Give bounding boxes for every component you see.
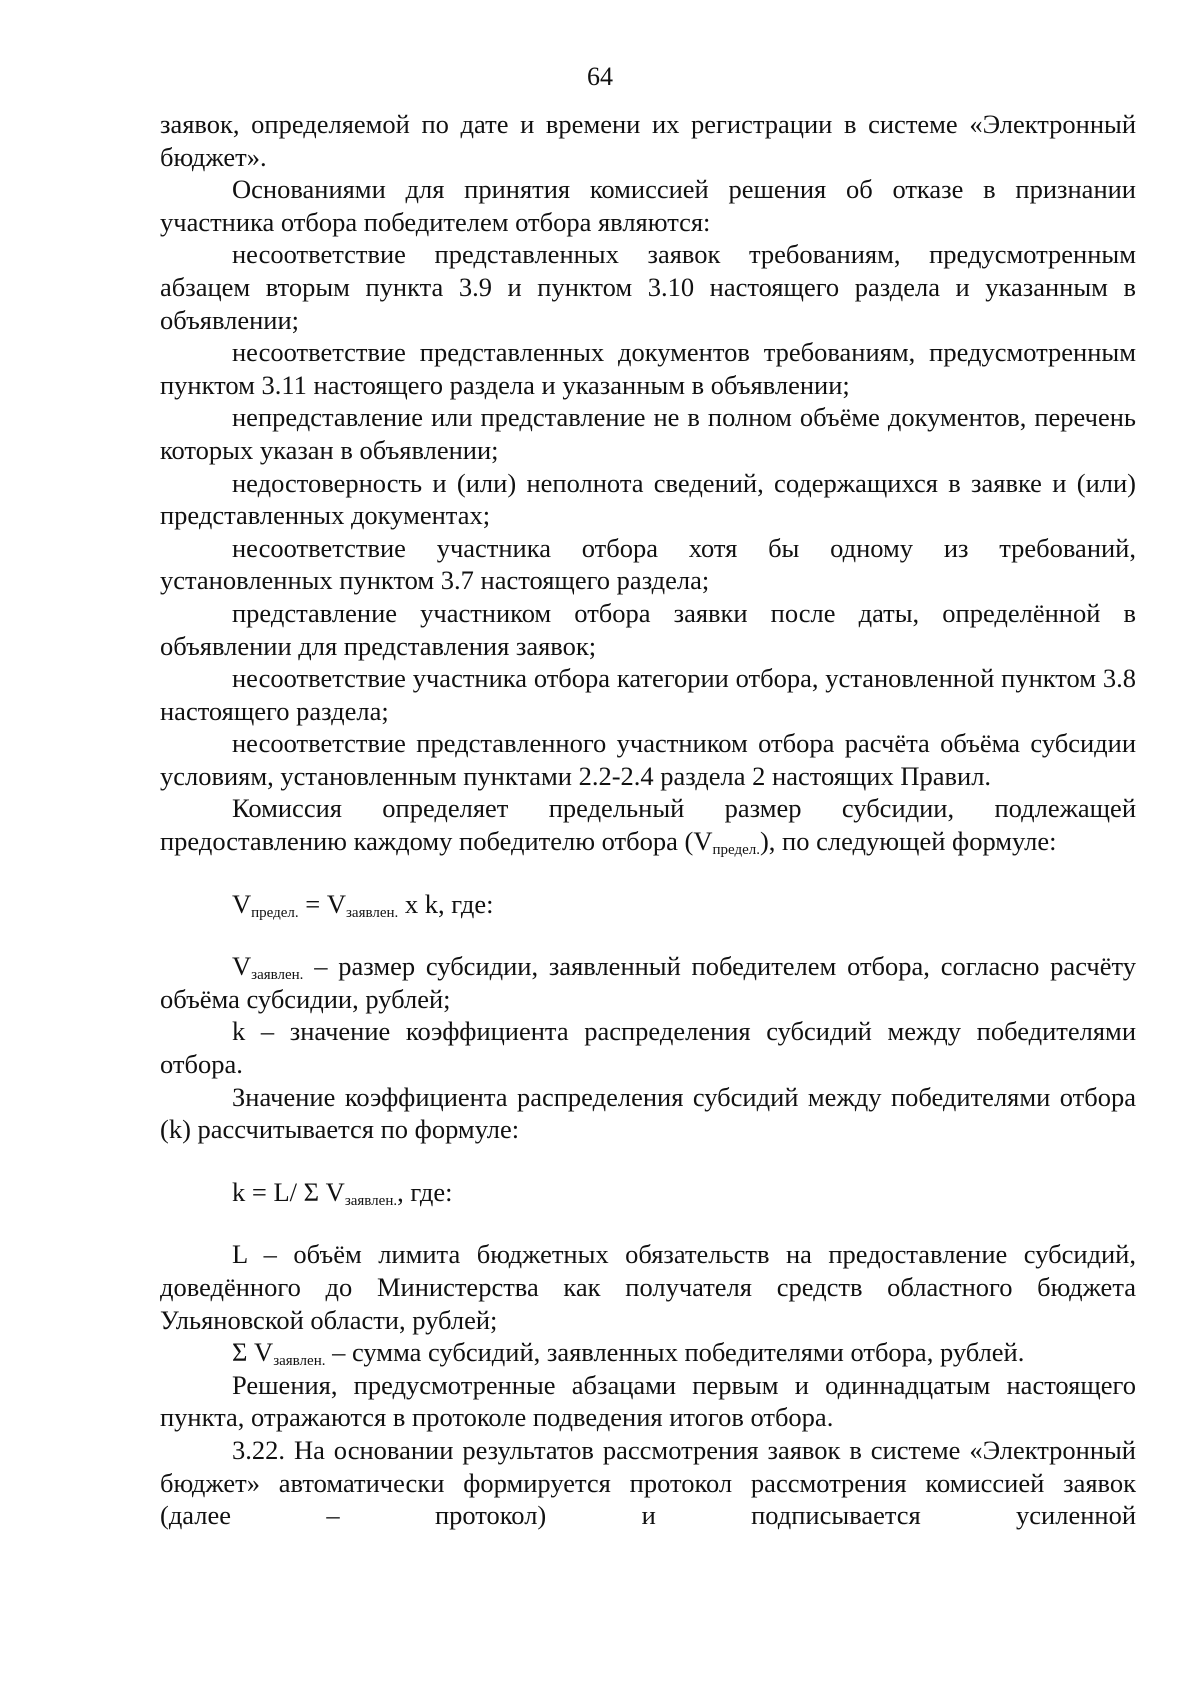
- paragraph-ground-5: несоответствие участника отбора хотя бы одному из требований, установленных пунктом 3.7 настоящего раздела;: [160, 532, 1136, 596]
- paragraph-ground-3: непредставление или представление не в полном объёме документов, перечень которых указан в объявлении;: [160, 402, 1136, 465]
- paragraph-decisions: Решения, предусмотренные абзацами первым и одиннадцатым настоящего пункта, отражаются в протоколе подведения итогов отбора.: [160, 1369, 1136, 1433]
- paragraph-ground-1: несоответствие представленных заявок требованиям, предусмотренным абзацем вторым пункта 3.9 и пунктом 3.10 настоящего раздела и указанным в объявлении;: [160, 239, 1136, 335]
- formula-coefficient: k = L/ Σ $V_{заявлен.}$, где:: [232, 1176, 453, 1209]
- paragraph-continuation: заявок, определяемой по дате и времени их регистрации в системе «Электронный бюджет».: [160, 109, 1136, 172]
- paragraph-ground-8: несоответствие представленного участником отбора расчёта объёма субсидии условиям, установленным пунктами 2.2-2.4 раздела 2 настоящих Правил.: [160, 728, 1136, 791]
- page-number: 64: [587, 62, 613, 91]
- paragraph-3-22: 3.22. На основании результатов рассмотрения заявок в системе «Электронный бюджет» автоматически формируется протокол рассмотрения комиссией заявок (далее – протокол) и подписывается усиленной: [160, 1434, 1136, 1531]
- formula-limit: $V_{предел.} = V_{заявлен.}$ x k, где:: [232, 888, 494, 921]
- paragraph-ground-2: несоответствие представленных документов требованиям, предусмотренным пунктом 3.11 настоящего раздела и указанным в объявлении;: [160, 337, 1136, 400]
- paragraph-ground-4: недостоверность и (или) неполнота сведений, содержащихся в заявке и (или) представленных документах;: [160, 467, 1136, 531]
- paragraph-ground-7: несоответствие участника отбора категории отбора, установленной пунктом 3.8 настоящего раздела;: [160, 663, 1136, 726]
- paragraph-v-declared: $V_{заявлен.}$ – размер субсидии, заявленный победителем отбора, согласно расчёту объёма субсидии, рублей;: [160, 951, 1136, 1014]
- paragraph-ground-6: представление участником отбора заявки после даты, определённой в объявлении для представления заявок;: [160, 597, 1136, 661]
- paragraph-sum-definition: Σ $V_{заявлен.}$ – сумма субсидий, заявленных победителями отбора, рублей.: [232, 1337, 1025, 1370]
- paragraph-limit-intro: Комиссия определяет предельный размер субсидии, подлежащей предоставлению каждому победителю отбора $(V_{предел.})$, по следующей формуле:: [160, 793, 1136, 859]
- paragraph-k-intro: Значение коэффициента распределения субсидий между победителями отбора (k) рассчитывается по формуле:: [160, 1081, 1136, 1145]
- document-body: [160, 108, 1136, 1532]
- paragraph-k-definition: k – значение коэффициента распределения субсидий между победителями отбора.: [160, 1016, 1136, 1080]
- paragraph-grounds-intro: Основаниями для принятия комиссией решения об отказе в признании участника отбора победителем отбора являются:: [160, 174, 1136, 237]
- paragraph-l-definition: L – объём лимита бюджетных обязательств на предоставление субсидий, доведённого до Министерства как получателя средств областного бюджета Ульяновской области, рублей;: [160, 1239, 1136, 1335]
